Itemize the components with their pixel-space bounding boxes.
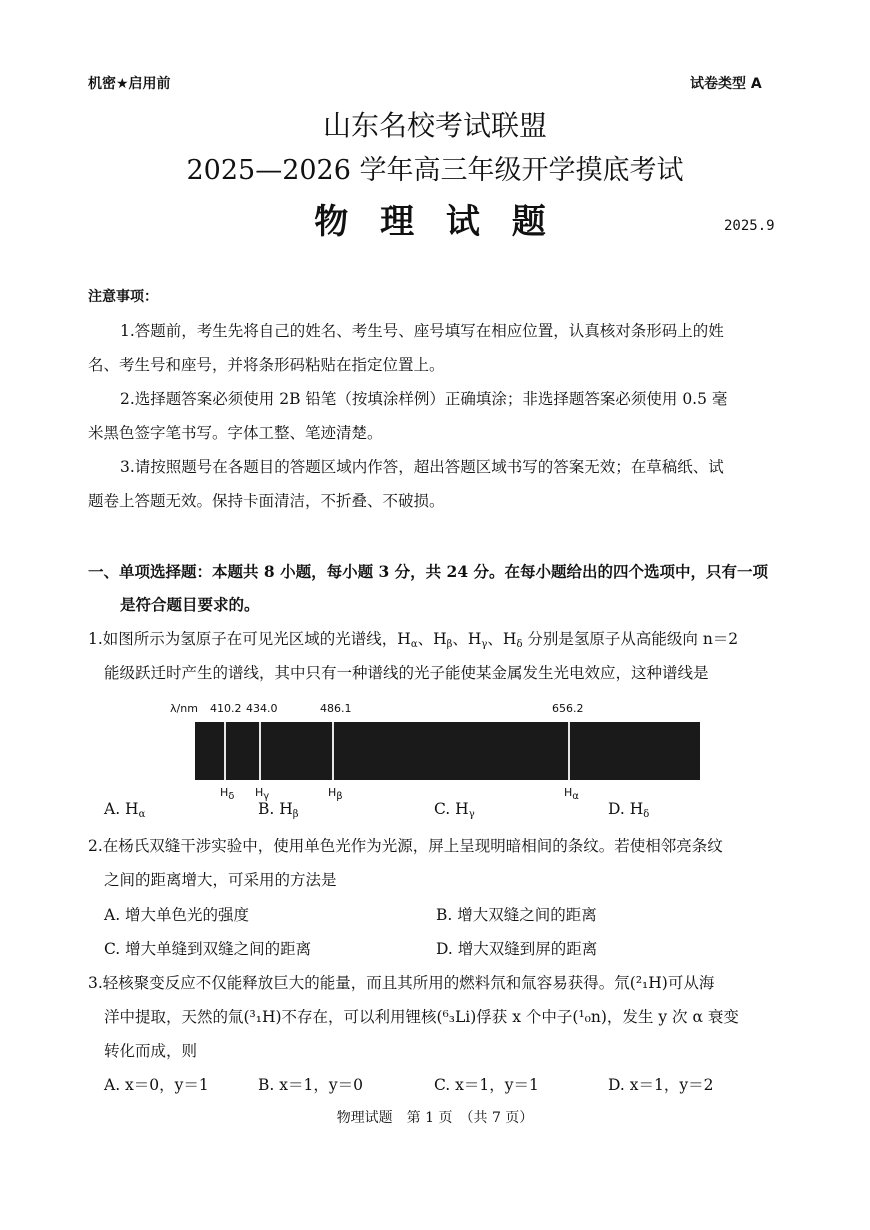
- note-3-line-2: 题卷上答题无效。保持卡面清洁，不折叠、不破损。: [88, 492, 445, 510]
- q2-option-d: D. 增大双缝到屏的距离: [436, 940, 598, 958]
- q1-option-a: A. $H_\alpha$: [104, 800, 146, 820]
- q3-option-a: A. x＝0，y＝1: [104, 1076, 209, 1094]
- wavelength-410: 410.2: [210, 702, 242, 715]
- note-1-line-1: 1.答题前，考生先将自己的姓名、考生号、座号填写在相应位置，认真核对条形码上的姓: [120, 322, 724, 340]
- spectral-line-h-delta: [224, 722, 226, 780]
- q3-option-d: D. x＝1，y＝2: [608, 1076, 714, 1094]
- spectral-line-h-beta: [332, 722, 334, 780]
- q3-option-b: B. x＝1，y＝0: [258, 1076, 363, 1094]
- label-h-alpha: Hα: [564, 786, 579, 802]
- q2-line-2: 之间的距离增大，可采用的方法是: [104, 871, 337, 889]
- q3-line-3: 转化而成，则: [104, 1042, 198, 1060]
- page-footer: 物理试题 第 1 页 （共 7 页）: [336, 1110, 534, 1126]
- note-2-line-1: 2.选择题答案必须使用 2B 铅笔（按填涂样例）正确填涂；非选择题答案必须使用 0.5 毫: [120, 390, 728, 408]
- spectral-line-h-gamma: [259, 722, 261, 780]
- spectral-line-h-alpha: [568, 722, 570, 780]
- subject-title: 物 理 试 题: [314, 202, 556, 242]
- q2-option-a: A. 增大单色光的强度: [104, 906, 250, 924]
- label-h-gamma: Hγ: [255, 786, 270, 802]
- label-h-delta: Hδ: [220, 786, 235, 802]
- confidential-label: 机密★启用前: [88, 76, 171, 92]
- wavelength-axis-label: λ/nm: [170, 702, 198, 715]
- wavelength-434: 434.0: [246, 702, 278, 715]
- q3-option-c: C. x＝1，y＝1: [434, 1076, 539, 1094]
- section-1-heading-cont: 是符合题目要求的。: [120, 595, 260, 614]
- q2-option-b: B. 增大双缝之间的距离: [436, 906, 597, 924]
- q3-line-2: 洋中提取，天然的氚(³₁H)不存在，可以利用锂核(⁶₃Li)俘获 x 个中子(¹₀n)，发生 y 次 α 衰变: [104, 1008, 739, 1026]
- q1-option-c: C. $H_\gamma$: [434, 800, 475, 820]
- spectrum-band: [195, 722, 700, 780]
- q1-line-1: 1.如图所示为氢原子在可见光区域的光谱线，$H_\alpha$、$H_\beta$、$H_\gamma$、$H_\delta$ 分别是氢原子从高能级向 n＝2: [88, 630, 739, 650]
- q1-option-b: B. $H_\beta$: [258, 800, 299, 820]
- label-h-beta: Hβ: [328, 786, 343, 802]
- section-1-heading: 一、单项选择题：本题共 8 小题，每小题 3 分，共 24 分。在每小题给出的四个选项中，只有一项: [88, 562, 769, 581]
- wavelength-656: 656.2: [552, 702, 584, 715]
- paper-type-label: 试卷类型 A: [690, 76, 762, 92]
- exam-date: 2025.9: [724, 218, 775, 234]
- q3-line-1: 3.轻核聚变反应不仅能释放巨大的能量，而且其所用的燃料氘和氚容易获得。氘(²₁H)可从海: [88, 974, 715, 992]
- note-2-line-2: 米黑色签字笔书写。字体工整、笔迹清楚。: [88, 424, 383, 442]
- q2-line-1: 2.在杨氏双缝干涉实验中，使用单色光作为光源，屏上呈现明暗相间的条纹。若使相邻亮条纹: [88, 837, 723, 855]
- note-3-line-1: 3.请按照题号在各题目的答题区域内作答，超出答题区域书写的答案无效；在草稿纸、试: [120, 458, 724, 476]
- q1-line-2: 能级跃迁时产生的谱线，其中只有一种谱线的光子能使某金属发生光电效应，这种谱线是: [104, 664, 709, 682]
- q2-option-c: C. 增大单缝到双缝之间的距离: [104, 940, 312, 958]
- note-1-line-2: 名、考生号和座号，并将条形码粘贴在指定位置上。: [88, 356, 445, 374]
- wavelength-486: 486.1: [320, 702, 352, 715]
- notes-heading: 注意事项：: [88, 289, 158, 305]
- exam-union-title: 山东名校考试联盟: [322, 109, 547, 142]
- exam-name-title: 2025—2026 学年高三年级开学摸底考试: [186, 155, 684, 186]
- q1-option-d: D. $H_\delta$: [608, 800, 650, 820]
